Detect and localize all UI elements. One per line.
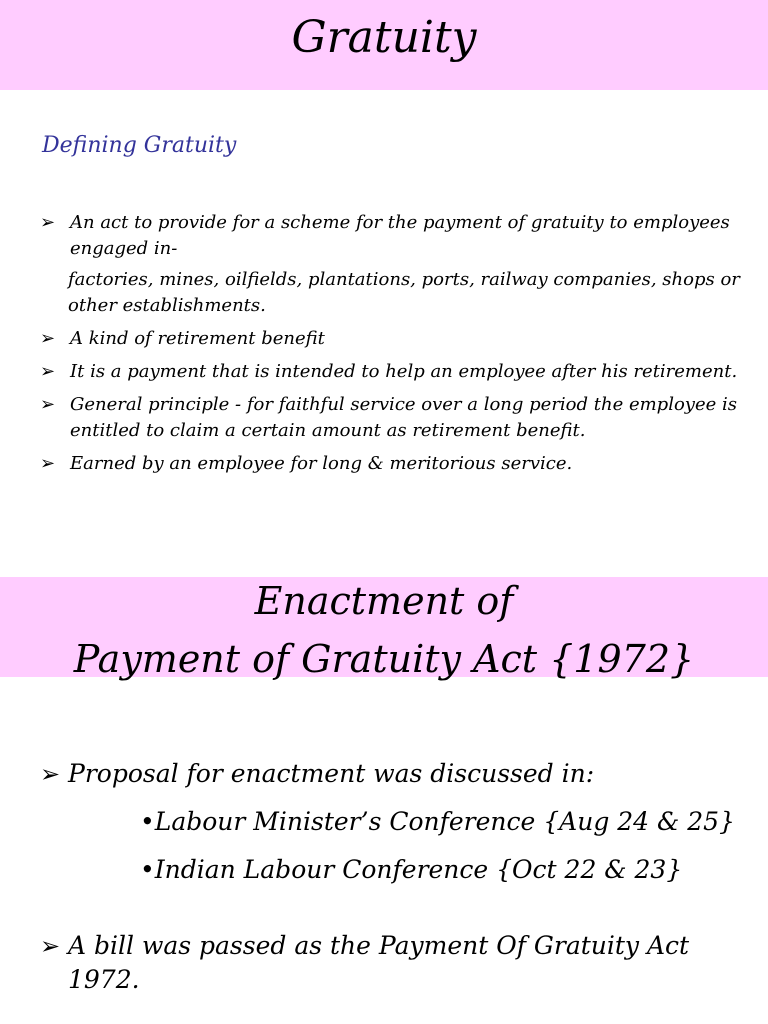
bullet-continuation: factories, mines, oilfields, plantations, ports, railway companies, shops or other establishments. — [68, 269, 740, 316]
dot-bullet-icon: • — [140, 855, 155, 884]
arrow-bullet-icon: ➢ — [40, 361, 56, 382]
arrow-bullet-icon: ➢ — [40, 328, 56, 349]
arrow-bullet-icon: ➢ — [40, 932, 61, 960]
list-item — [40, 359, 740, 385]
bullet-text: It is a payment that is intended to help an employee after his retirement. — [70, 361, 738, 382]
sub-item-text: Labour Minister’s Conference {Aug 24 & 25} — [154, 807, 735, 836]
slide2-title-line2: Payment of Gratuity Act {1972} — [73, 637, 695, 681]
dot-bullet-icon: • — [140, 807, 155, 836]
list-item — [40, 210, 740, 262]
list-item — [40, 757, 750, 791]
slide1-subtitle: Defining Gratuity — [42, 133, 237, 158]
arrow-bullet-icon: ➢ — [40, 453, 56, 474]
sub-list-item — [40, 805, 750, 839]
list-item — [40, 392, 740, 444]
bullet-text: An act to provide for a scheme for the payment of gratuity to employees engaged in- — [70, 212, 730, 259]
sub-item-text: Indian Labour Conference {Oct 22 & 23} — [154, 855, 683, 884]
arrow-bullet-icon: ➢ — [40, 760, 61, 788]
arrow-bullet-icon: ➢ — [40, 212, 56, 233]
bullet-text: General principle - for faithful service over a long period the employee is entitled to claim a certain amount as retirement benefit. — [70, 394, 737, 441]
slide2-title — [0, 572, 768, 688]
bullet-text: A kind of retirement benefit — [70, 328, 325, 349]
bullet-text: Proposal for enactment was discussed in: — [68, 759, 595, 788]
list-item — [40, 451, 740, 477]
list-item — [40, 326, 740, 352]
bullet-text: Earned by an employee for long & meritorious service. — [70, 453, 573, 474]
bullet-text: A bill was passed as the Payment Of Gratuity Act 1972. — [68, 931, 690, 994]
slide1-title: Gratuity — [291, 12, 477, 63]
arrow-bullet-icon: ➢ — [40, 394, 56, 415]
list-item — [40, 929, 750, 997]
slide2-title-line1: Enactment of — [254, 579, 514, 623]
slide2-bullet-list — [40, 757, 750, 997]
sub-list-item — [40, 853, 750, 887]
slide1-bullet-list — [40, 210, 740, 484]
